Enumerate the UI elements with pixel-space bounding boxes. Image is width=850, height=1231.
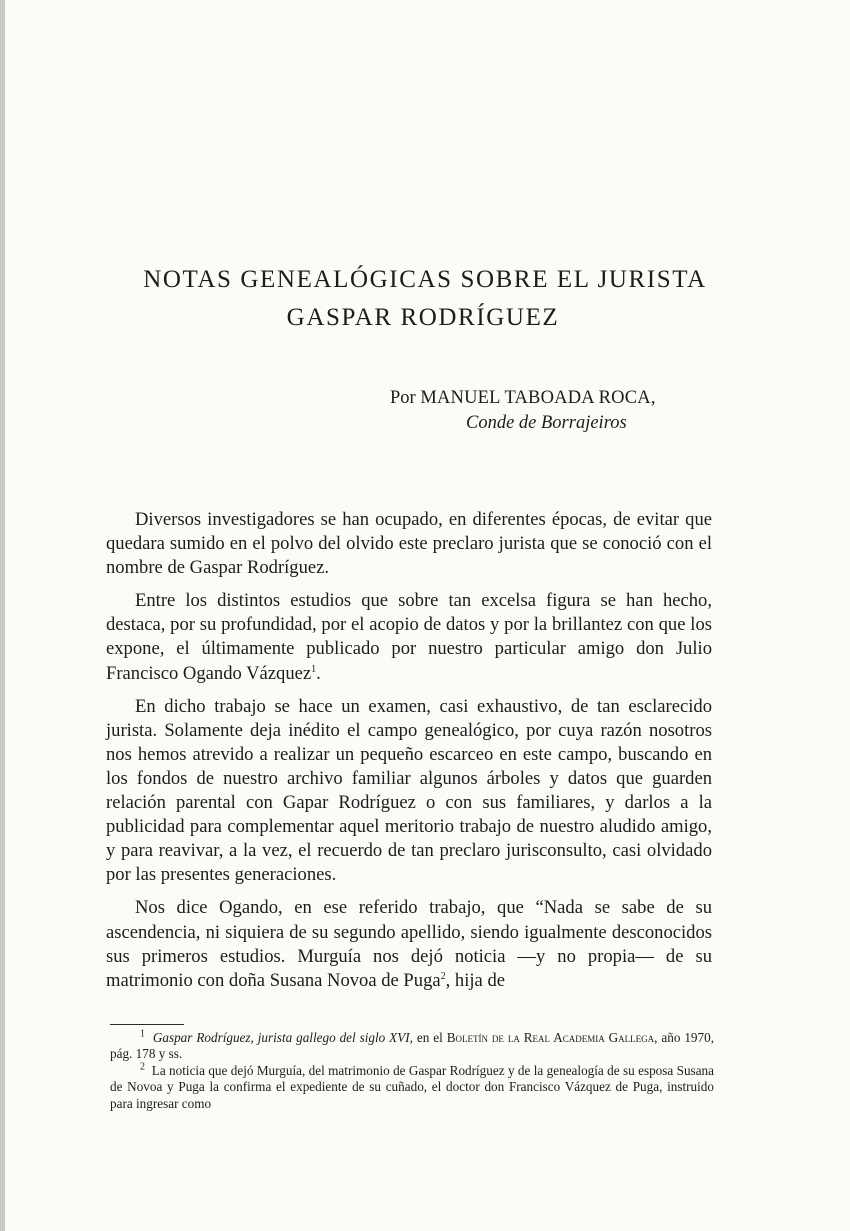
footnote-ref-2: 2 xyxy=(440,970,446,982)
paragraph-3: En dicho trabajo se hace un examen, casi exhaustivo, de tan esclarecido jurista. Solamente deja inédito el campo genealógico, por cuya razón nosotros nos hemos atrevido a realizar un pequeño escarceo en este campo, buscando en los fondos de nuestro archivo familiar algunos árboles y datos que guarden relación parental con Gapar Rodríguez o con sus familiares, y darlos a la publicidad para complementar aquel meritorio trabajo de nuestro aludido amigo, y para reavivar, a la vez, el recuerdo de tan preclaro jurisconsulto, casi olvidado por las presentes generaciones. xyxy=(106,695,712,886)
article-body xyxy=(106,508,712,1002)
paragraph-2-end: . xyxy=(316,662,321,684)
scan-edge xyxy=(0,0,5,1231)
byline-prefix: Por xyxy=(390,388,416,408)
footnote-1-end: , año 1970, pág. 178 y ss. xyxy=(110,1030,715,1062)
footnote-1-journal: Boletín de la Real Academia Gallega xyxy=(446,1030,655,1045)
article-title-line-1: NOTAS GENEALÓGICAS SOBRE EL JURISTA xyxy=(143,266,707,293)
article-title-line-2: GASPAR RODRÍGUEZ xyxy=(286,304,560,331)
paragraph-2-text: Entre los distintos estudios que sobre tan excelsa figura se han hecho, destaca, por su profundidad, por el acopio de datos y por la brillantez con que los expone, el últimamente publicado por nuestro particular amigo don Julio Francisco Ogando Vázquez xyxy=(106,590,712,684)
paragraph-2 xyxy=(106,589,712,685)
footnote-2-number: 2 xyxy=(140,1061,145,1073)
footnote-ref-1: 1 xyxy=(311,663,317,675)
byline xyxy=(390,388,656,409)
footnote-1 xyxy=(110,1030,714,1063)
paragraph-1: Diversos investigadores se han ocupado, en diferentes épocas, de evitar que quedara sumido en el polvo del olvido este preclaro jurista que se conoció con el nombre de Gaspar Rodríguez. xyxy=(106,509,712,579)
paragraph-4-text: Nos dice Ogando, en ese referido trabajo, que “Nada se sabe de su ascendencia, ni siquiera de su segundo apellido, siendo igualmente desconocidos sus primeros estudios. Murguía nos dejó noticia —y no propia— de su matrimonio con doña Susana Novoa de Puga xyxy=(106,897,712,991)
author-name: MANUEL TABOADA ROCA, xyxy=(420,388,656,408)
footnote-1-mid: en el xyxy=(412,1030,447,1045)
footnote-2 xyxy=(110,1063,714,1112)
footnote-1-title: Gaspar Rodríguez, jurista gallego del siglo XVI, xyxy=(152,1030,413,1045)
footnote-1-number: 1 xyxy=(140,1028,145,1040)
footnote-2-text: La noticia que dejó Murguía, del matrimonio de Gaspar Rodríguez y de la genealogía de su esposa Susana de Novoa y Puga la confirma el expediente de su cuñado, el doctor don Francisco Vázquez de Puga, instruido para ingresar como xyxy=(110,1062,714,1111)
paragraph-4 xyxy=(106,896,712,992)
footnotes xyxy=(110,1030,714,1112)
author-title: Conde de Borrajeiros xyxy=(466,413,627,433)
paragraph-4-end: , hija de xyxy=(445,969,506,991)
footnote-divider xyxy=(110,1024,184,1025)
